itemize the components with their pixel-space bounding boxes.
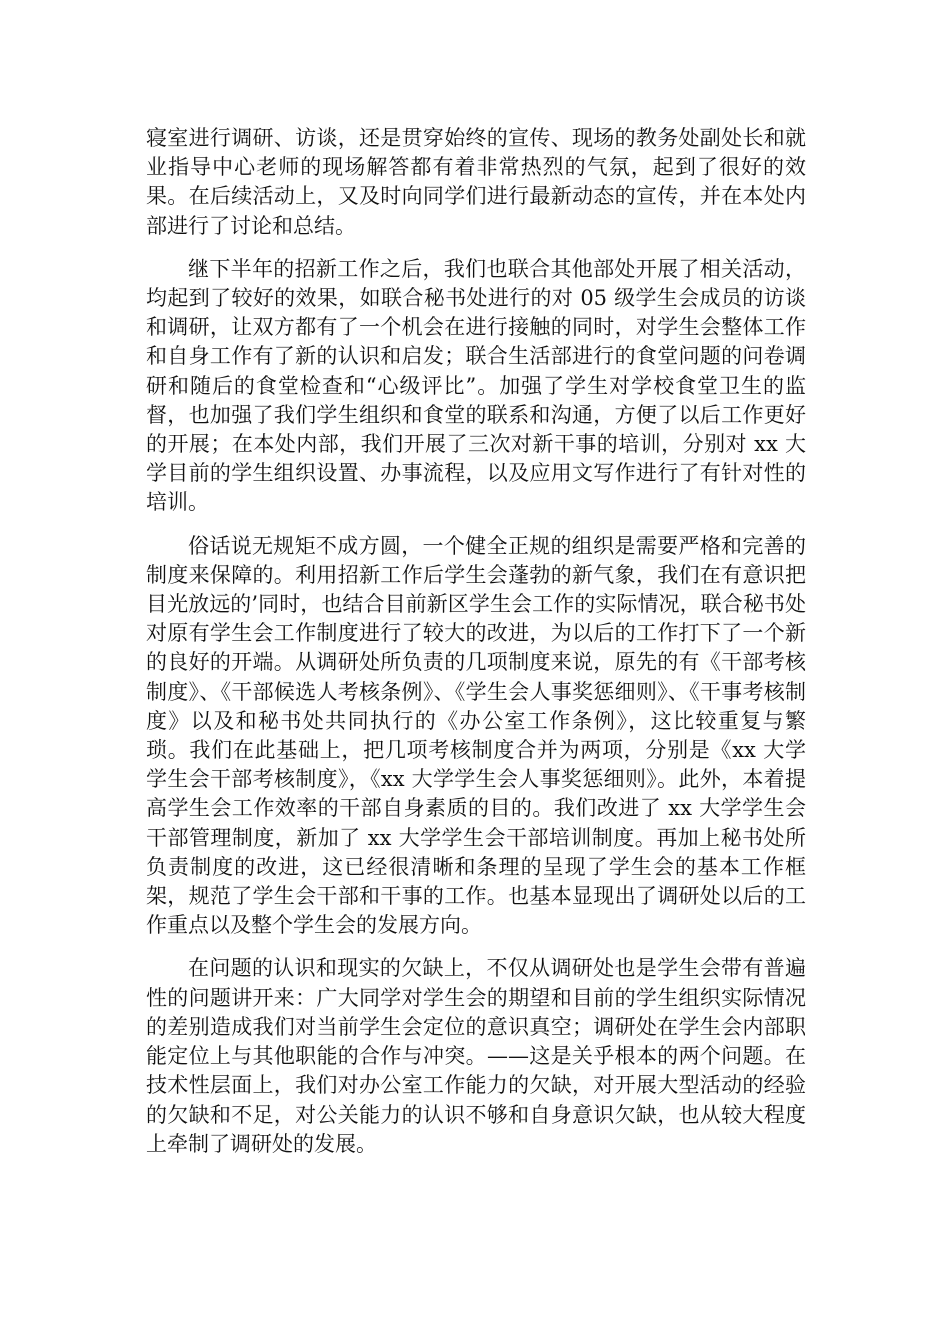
paragraph-rules-system: 俗话说无规矩不成方圆，一个健全正规的组织是需要严格和完善的制度来保障的。利用招新工作后学生会蓬勃的新气象，我们在有意识把目光放远的’同时，也结合目前新区学生会工作的实际情况，联合秘书处对原有学生会工作制度进行了较大的改进，为以后的工作打下了一个新的良好的开端。从调研处所负责的几项制度来说，原先的有《干部考核制度》、《干部候选人考核条例》、《学生会人事奖惩细则》、《干事考核制度》以及和秘书处共同执行的《办公室工作条例》，这比较重复与繁琐。我们在此基础上，把几项考核制度合并为两项，分别是《xx 大学学生会干部考核制度》，《xx 大学学生会人事奖惩细则》。此外，本着提高学生会工作效率的干部自身素质的目的。我们改进了 xx 大学学生会干部管理制度，新加了 xx 大学学生会干部培训制度。再加上秘书处所负责制度的改进，这已经很清晰和条理的呈现了学生会的基本工作框架，规范了学生会干部和干事的工作。也基本显现出了调研处以后的工作重点以及整个学生会的发展方向。	[146, 533, 806, 938]
paragraph-joint-activities: 继下半年的招新工作之后，我们也联合其他部处开展了相关活动，均起到了较好的效果，如联合秘书处进行的对 05 级学生会成员的访谈和调研，让双方都有了一个机会在进行接触的同时，对学生会整体工作和自身工作有了新的认识和启发；联合生活部进行的食堂问题的问卷调研和随后的食堂检查和“心级评比”。加强了学生对学校食堂卫生的监督，也加强了我们学生组织和食堂的联系和沟通，方便了以后工作更好的开展；在本处内部，我们开展了三次对新干事的培训，分别对 xx 大学目前的学生组织设置、办事流程，以及应用文写作进行了有针对性的培训。	[146, 256, 806, 515]
paragraph-problems: 在问题的认识和现实的欠缺上，不仅从调研处也是学生会带有普遍性的问题讲开来：广大同学对学生会的期望和目前的学生组织实际情况的差别造成我们对当前学生会定位的意识真空；调研处在学生会内部职能定位上与其他职能的合作与冲突。——这是关乎根本的两个问题。在技术性层面上，我们对办公室工作能力的欠缺，对开展大型活动的经验的欠缺和不足，对公关能力的认识不够和自身意识欠缺，也从较大程度上牵制了调研处的发展。	[146, 956, 806, 1156]
document-page	[146, 124, 806, 1173]
paragraph-continuation: 寝室进行调研、访谈，还是贯穿始终的宣传、现场的教务处副处长和就业指导中心老师的现场解答都有着非常热烈的气氛，起到了很好的效果。在后续活动上，又及时向同学们进行最新动态的宣传，并在本处内部进行了讨论和总结。	[146, 126, 806, 238]
